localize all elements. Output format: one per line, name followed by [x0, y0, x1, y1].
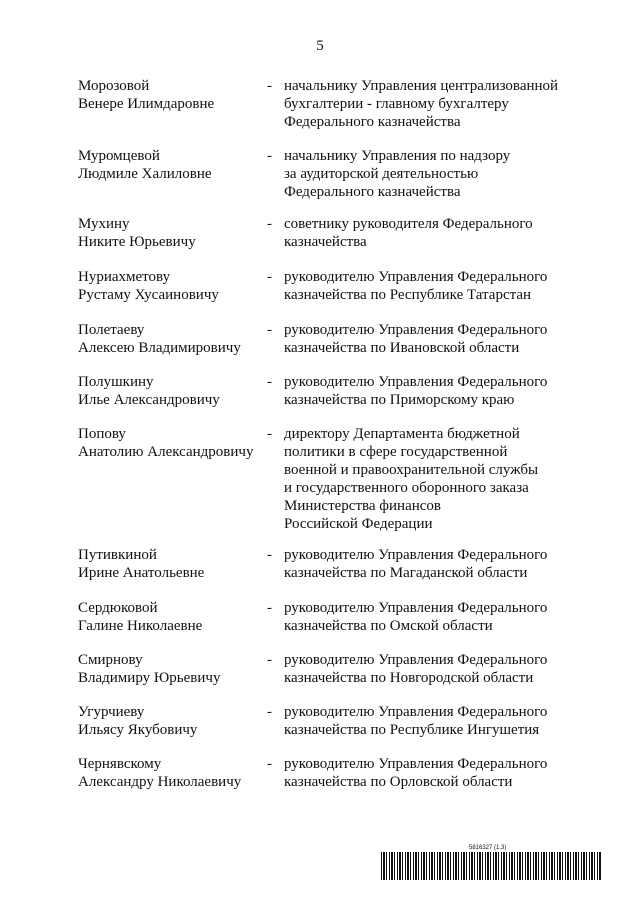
separator-dash: -	[267, 652, 272, 668]
position-line: казначейства по Республике Татарстан	[284, 287, 532, 303]
position-line: бухгалтерии - главному бухгалтеру	[284, 96, 509, 112]
position-line: начальнику Управления централизованной	[284, 78, 559, 94]
person-name	[78, 651, 268, 687]
given-name-patronymic: Галине Николаевне	[78, 618, 203, 634]
position-line: Федерального казначейства	[284, 114, 461, 130]
surname: Попову	[78, 426, 126, 442]
given-name-patronymic: Людмиле Халиловне	[78, 166, 212, 182]
position-line: казначейства по Магаданской области	[284, 565, 528, 581]
position-title	[284, 373, 584, 409]
position-line: казначейства по Новгородской области	[284, 670, 534, 686]
position-line: политики в сфере государственной	[284, 444, 508, 460]
position-line: военной и правоохранительной службы	[284, 462, 539, 478]
position-line: начальнику Управления по надзору	[284, 148, 511, 164]
position-line: казначейства по Омской области	[284, 618, 493, 634]
barcode	[381, 852, 601, 880]
separator-dash: -	[267, 426, 272, 442]
separator-dash: -	[267, 322, 272, 338]
position-title	[284, 651, 584, 687]
person-name	[78, 425, 268, 461]
person-name	[78, 599, 268, 635]
position-title	[284, 215, 584, 251]
separator-dash: -	[267, 78, 272, 94]
position-title	[284, 703, 584, 739]
position-line: казначейства по Приморскому краю	[284, 392, 515, 408]
given-name-patronymic: Александру Николаевичу	[78, 774, 242, 790]
position-line: советнику руководителя Федерального	[284, 216, 533, 232]
person-name	[78, 77, 268, 113]
position-line: руководителю Управления Федерального	[284, 600, 548, 616]
person-name	[78, 703, 268, 739]
position-title	[284, 77, 584, 131]
surname: Полетаеву	[78, 322, 145, 338]
position-line: руководителю Управления Федерального	[284, 322, 548, 338]
position-title	[284, 755, 584, 791]
person-name	[78, 373, 268, 409]
position-line: казначейства по Ивановской области	[284, 340, 520, 356]
person-name	[78, 147, 268, 183]
separator-dash: -	[267, 269, 272, 285]
position-title	[284, 425, 584, 533]
barcode-caption: 5816327 (1.3)	[469, 845, 507, 851]
position-line: и государственного оборонного заказа	[284, 480, 529, 496]
given-name-patronymic: Ирине Анатольевне	[78, 565, 205, 581]
surname: Муромцевой	[78, 148, 160, 164]
surname: Сердюковой	[78, 600, 158, 616]
separator-dash: -	[267, 374, 272, 390]
separator-dash: -	[267, 547, 272, 563]
given-name-patronymic: Никите Юрьевичу	[78, 234, 196, 250]
surname: Чернявскому	[78, 756, 162, 772]
position-line: руководителю Управления Федерального	[284, 547, 548, 563]
person-name	[78, 215, 268, 251]
person-name	[78, 755, 268, 791]
position-line: за аудиторской деятельностью	[284, 166, 479, 182]
position-line: директору Департамента бюджетной	[284, 426, 520, 442]
position-line: казначейства по Республике Ингушетия	[284, 722, 540, 738]
position-line: руководителю Управления Федерального	[284, 652, 548, 668]
position-line: казначейства по Орловской области	[284, 774, 513, 790]
separator-dash: -	[267, 216, 272, 232]
position-title	[284, 268, 584, 304]
surname: Морозовой	[78, 78, 150, 94]
position-line: руководителю Управления Федерального	[284, 374, 548, 390]
surname: Нуриахметову	[78, 269, 171, 285]
surname: Полушкину	[78, 374, 154, 390]
separator-dash: -	[267, 148, 272, 164]
given-name-patronymic: Рустаму Хусаиновичу	[78, 287, 219, 303]
given-name-patronymic: Анатолию Александровичу	[78, 444, 254, 460]
given-name-patronymic: Илье Александровичу	[78, 392, 220, 408]
position-line: руководителю Управления Федерального	[284, 704, 548, 720]
given-name-patronymic: Владимиру Юрьевичу	[78, 670, 221, 686]
position-line: руководителю Управления Федерального	[284, 756, 548, 772]
surname: Угурчиеву	[78, 704, 145, 720]
person-name	[78, 546, 268, 582]
position-title	[284, 546, 584, 582]
position-line: Российской Федерации	[284, 516, 433, 532]
position-line: казначейства	[284, 234, 367, 250]
position-line: Федерального казначейства	[284, 184, 461, 200]
separator-dash: -	[267, 704, 272, 720]
position-title	[284, 599, 584, 635]
person-name	[78, 321, 268, 357]
page-number: 5	[316, 38, 324, 54]
position-line: руководителю Управления Федерального	[284, 269, 548, 285]
separator-dash: -	[267, 756, 272, 772]
position-title	[284, 321, 584, 357]
position-line: Министерства финансов	[284, 498, 441, 514]
surname: Смирнову	[78, 652, 143, 668]
given-name-patronymic: Венере Илимдаровне	[78, 96, 215, 112]
person-name	[78, 268, 268, 304]
surname: Мухину	[78, 216, 130, 232]
separator-dash: -	[267, 600, 272, 616]
given-name-patronymic: Ильясу Якубовичу	[78, 722, 198, 738]
surname: Путивкиной	[78, 547, 157, 563]
position-title	[284, 147, 584, 201]
given-name-patronymic: Алексею Владимировичу	[78, 340, 241, 356]
